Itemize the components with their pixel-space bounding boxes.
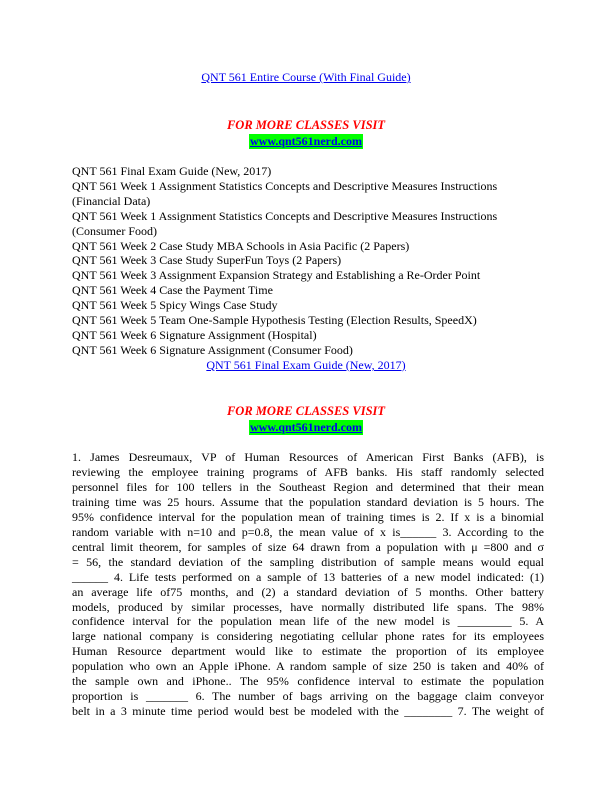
text-line: Human Resource department would like to estimate the proportion of its employee: [72, 644, 544, 659]
text-line: reviewing the employee training programs of AFB banks. His staff randomly selected: [72, 464, 544, 479]
text-line: personnel files for 100 tellers in the Southeast Region and determined that their mean: [72, 479, 544, 494]
section-heading: [0, 358, 612, 373]
text-line: random variable with n=10 and p=0.8, the mean value of x is______ 3. According to the: [72, 524, 544, 539]
list-item: QNT 561 Week 5 Team One-Sample Hypothesis Testing (Election Results, SpeedX): [72, 313, 477, 328]
section-heading-link[interactable]: QNT 561 Final Exam Guide (New, 2017): [206, 358, 406, 372]
text-line: 95% confidence interval for the population mean of training times is 2. If x is a binomial: [72, 509, 544, 524]
text-line: population who own an Apple iPhone. A random sample of size 250 is taken and 40% of: [72, 659, 544, 674]
course-title-link[interactable]: QNT 561 Entire Course (With Final Guide): [201, 70, 411, 84]
list-item: QNT 561 Week 3 Assignment Expansion Strategy and Establishing a Re-Order Point: [72, 268, 481, 283]
text-line: models, produced by similar processes, have normally distributed life spans. The 98%: [72, 599, 544, 614]
promo-site-link[interactable]: www.qnt561nerd.com: [249, 134, 362, 148]
text-line: belt in a 3 minute time period would best be modeled with the ________ 7. The weight of: [72, 704, 544, 719]
list-item: QNT 561 Week 1 Assignment Statistics Concepts and Descriptive Measures Instructions: [72, 208, 498, 223]
text-line: training time was 25 hours. Assume that the population standard deviation is 5 hours. The: [72, 494, 544, 509]
list-item: QNT 561 Week 5 Spicy Wings Case Study: [72, 298, 278, 313]
text-line: proportion is _______ 6. The number of bags arriving on the baggage claim conveyor: [72, 689, 544, 704]
text-line: large national company is considering negotiating cellular phone rates for its employees: [72, 629, 544, 644]
text-line: ______ 4. Life tests performed on a sample of 13 batteries of a new model indicated: (1): [72, 569, 544, 584]
promo-site-link[interactable]: www.qnt561nerd.com: [249, 420, 362, 434]
text-line: the sample own and iPhone.. The 95% confidence interval to estimate the population: [72, 674, 544, 689]
list-item: QNT 561 Week 6 Signature Assignment (Consumer Food): [72, 342, 353, 357]
list-item: QNT 561 Week 2 Case Study MBA Schools in Asia Pacific (2 Papers): [72, 238, 410, 253]
promo-visit-text: FOR MORE CLASSES VISIT: [226, 118, 386, 132]
promo-block-top: [0, 118, 612, 149]
text-line: confidence interval for the population mean life of the new model is _________ 5. A: [72, 614, 544, 629]
list-item: QNT 561 Week 1 Assignment Statistics Concepts and Descriptive Measures Instructions: [72, 178, 498, 193]
text-line: central limit theorem, for samples of size 64 drawn from a population with μ =800 and σ: [72, 539, 544, 554]
promo-visit-text: FOR MORE CLASSES VISIT: [226, 404, 386, 418]
list-item: QNT 561 Week 6 Signature Assignment (Hospital): [72, 327, 317, 342]
text-line: an average life of75 months, and (2) a standard deviation of 5 months. Other battery: [72, 584, 544, 599]
list-item: QNT 561 Final Exam Guide (New, 2017): [72, 164, 272, 178]
promo-block-bottom: [0, 404, 612, 435]
text-line: = 56, the standard deviation of the sampling distribution of sample means would equal: [72, 554, 544, 569]
list-item: QNT 561 Week 3 Case Study SuperFun Toys (2 Papers): [72, 253, 342, 268]
course-list: [72, 164, 542, 358]
course-title: [0, 70, 612, 85]
list-item: QNT 561 Week 4 Case the Payment Time: [72, 283, 273, 298]
list-item: (Financial Data): [72, 193, 151, 208]
text-line: 1. James Desreumaux, VP of Human Resources of American First Banks (AFB), is: [72, 450, 544, 464]
list-item: (Consumer Food): [72, 223, 157, 238]
exam-questions-text: [72, 450, 544, 719]
